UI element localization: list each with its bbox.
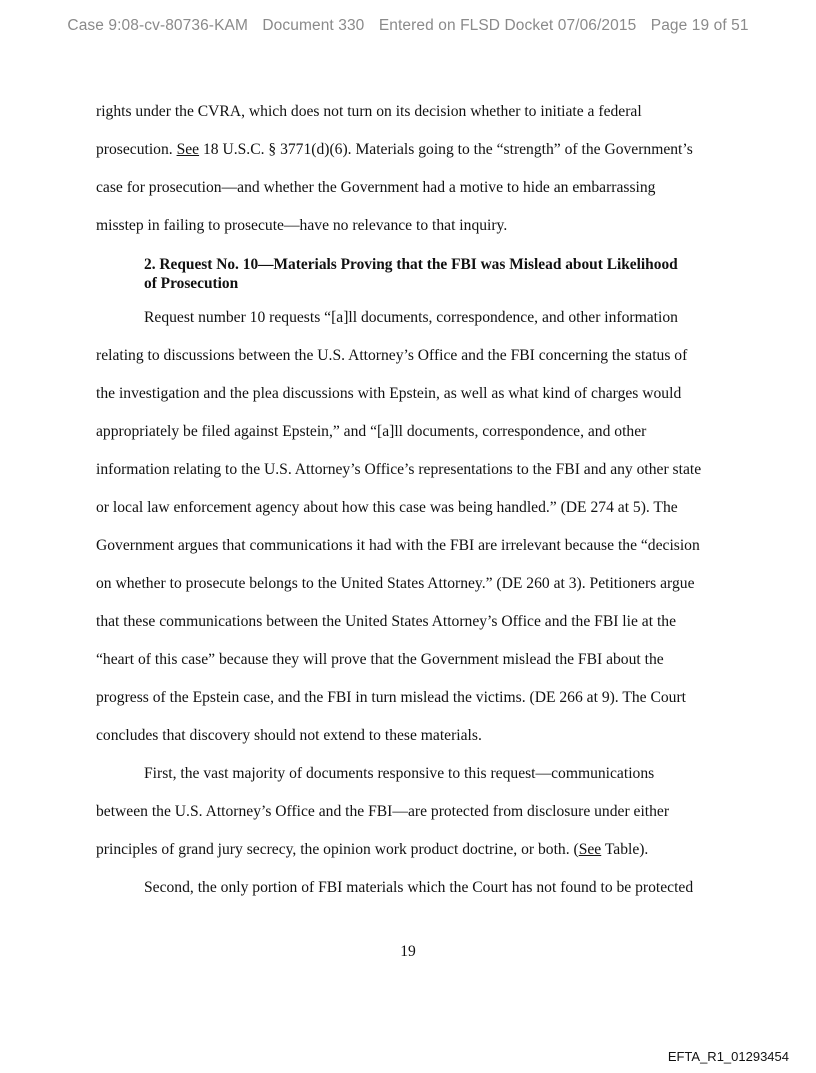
see-signal: See	[578, 841, 602, 858]
docket-entry: Entered on FLSD Docket 07/06/2015	[378, 17, 637, 34]
text-line: that these communications between the United States Attorney’s Office and the FBI lie at the	[96, 613, 676, 630]
see-signal: See	[176, 141, 200, 158]
text-line: or local law enforcement agency about how this case was being handled.” (DE 274 at 5). The	[96, 499, 678, 516]
text-line: the investigation and the plea discussions with Epstein, as well as what kind of charges would	[96, 385, 682, 402]
text-line: relating to discussions between the U.S. Attorney’s Office and the FBI concerning the status of	[96, 347, 688, 364]
paragraph-continuation	[96, 93, 736, 245]
page-number: 19	[400, 943, 416, 960]
paragraph-request-10	[96, 299, 736, 755]
text-line: rights under the CVRA, which does not turn on its decision whether to initiate a federal	[96, 103, 642, 120]
text-line: misstep in failing to prosecute—have no relevance to that inquiry.	[96, 217, 508, 234]
heading-line: 2. Request No. 10—Materials Proving that the FBI was Mislead about Likelihood	[144, 256, 678, 273]
text-line: “heart of this case” because they will prove that the Government mislead the FBI about the	[96, 651, 664, 668]
case-number: Case 9:08-cv-80736-KAM	[67, 17, 248, 34]
text-line: Second, the only portion of FBI materials which the Court has not found to be protected	[144, 879, 694, 896]
text-line: appropriately be filed against Epstein,” and “[a]ll documents, correspondence, and other	[96, 423, 647, 440]
section-heading	[96, 255, 736, 293]
text-line: Request number 10 requests “[a]ll documents, correspondence, and other information	[144, 309, 678, 326]
text-line: concludes that discovery should not extend to these materials.	[96, 727, 482, 744]
heading-line: of Prosecution	[144, 275, 239, 292]
text-line: between the U.S. Attorney’s Office and the FBI—are protected from disclosure under either	[96, 803, 670, 820]
text-line: prosecution. See 18 U.S.C. § 3771(d)(6). Materials going to the “strength” of the Government’s	[96, 141, 693, 158]
text-line: Government argues that communications it had with the FBI are irrelevant because the “decision	[96, 537, 700, 554]
text-line: case for prosecution—and whether the Government had a motive to hide an embarrassing	[96, 179, 656, 196]
paragraph-first	[96, 755, 736, 869]
document-number: Document 330	[262, 17, 365, 34]
document-body	[96, 93, 736, 907]
text-line: principles of grand jury secrecy, the opinion work product doctrine, or both. (See Table).	[96, 841, 649, 858]
text-line: First, the vast majority of documents responsive to this request—communications	[144, 765, 655, 782]
text-line: information relating to the U.S. Attorney’s Office’s representations to the FBI and any other state	[96, 461, 702, 478]
docket-header	[0, 17, 816, 35]
paragraph-second	[96, 869, 736, 907]
text-line: on whether to prosecute belongs to the United States Attorney.” (DE 260 at 3). Petitioners argue	[96, 575, 695, 592]
page-of-pages: Page 19 of 51	[650, 17, 749, 34]
text-line: progress of the Epstein case, and the FBI in turn mislead the victims. (DE 266 at 9). The Court	[96, 689, 686, 706]
document-id: EFTA_R1_01293454	[667, 1049, 789, 1064]
